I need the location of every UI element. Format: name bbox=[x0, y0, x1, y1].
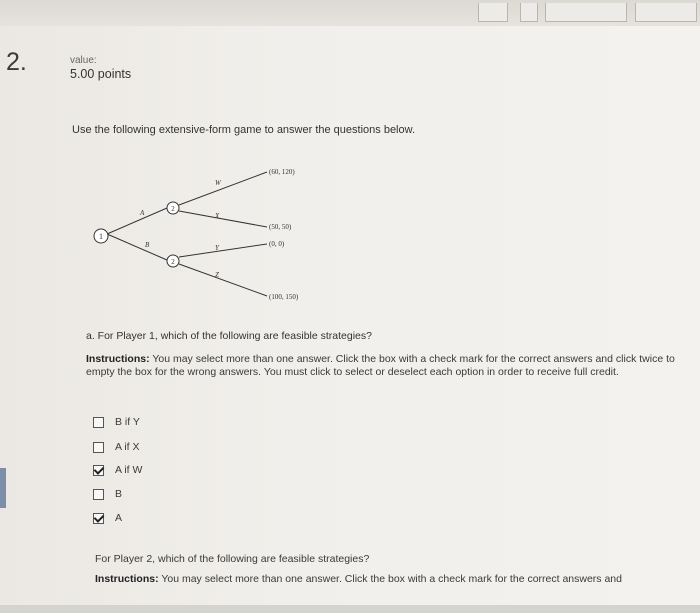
payoff-x: (50, 50) bbox=[269, 223, 292, 231]
toolbar-tab[interactable] bbox=[635, 3, 697, 22]
option-label: A if W bbox=[115, 464, 143, 476]
option-a-if-x[interactable] bbox=[93, 440, 140, 454]
option-b[interactable] bbox=[93, 487, 122, 501]
player2-bottom-node bbox=[167, 255, 179, 267]
player2-top-node bbox=[167, 202, 179, 214]
option-label: B bbox=[115, 488, 123, 500]
checkbox[interactable] bbox=[93, 489, 104, 500]
action-w-label: W bbox=[215, 179, 221, 187]
option-label: B if Y bbox=[115, 416, 140, 428]
payoff-z: (100, 150) bbox=[269, 293, 299, 301]
payoff-w: (60, 120) bbox=[269, 168, 295, 176]
player2-top-node-label: 2 bbox=[171, 205, 175, 213]
left-edge-tab[interactable] bbox=[0, 468, 6, 508]
browser-top-strip bbox=[0, 0, 700, 26]
toolbar-tab[interactable] bbox=[545, 3, 627, 22]
part-a-instructions bbox=[86, 353, 686, 379]
part-a-instructions-text: You may select more than one answer. Click the box with a check mark for the correct answers and click twice to empty the box for the wrong answers. You must click to select or deselect each option in order to receive full credit. bbox=[86, 353, 675, 378]
player2-bottom-node-label: 2 bbox=[171, 258, 175, 266]
option-b-if-y[interactable] bbox=[93, 415, 140, 429]
action-z-label: Z bbox=[215, 271, 219, 279]
question-prompt: Use the following extensive-form game to answer the questions below. bbox=[72, 124, 416, 136]
option-label: A bbox=[115, 512, 123, 524]
option-label: A if X bbox=[115, 441, 140, 453]
question-number: 2. bbox=[6, 48, 27, 76]
action-a-label: A bbox=[140, 209, 145, 217]
game-tree-diagram bbox=[85, 160, 345, 310]
points-value: 5.00 points bbox=[70, 67, 132, 81]
checkbox[interactable] bbox=[93, 417, 104, 428]
action-y-label: Y bbox=[215, 244, 219, 252]
checkbox[interactable] bbox=[93, 465, 104, 476]
part-a-question: a. For Player 1, which of the following are feasible strategies? bbox=[86, 330, 372, 342]
option-a[interactable] bbox=[93, 511, 122, 525]
part-b-instructions-label: Instructions: bbox=[95, 573, 159, 585]
part-b-instructions-text: You may select more than one answer. Click the box with a check mark for the correct answers and bbox=[161, 573, 622, 585]
toolbar-tab[interactable] bbox=[520, 3, 538, 22]
checkbox[interactable] bbox=[93, 442, 104, 453]
action-b-label: B bbox=[145, 241, 150, 249]
option-a-if-w[interactable] bbox=[93, 463, 142, 477]
part-a-instructions-label: Instructions: bbox=[86, 353, 150, 365]
checkbox[interactable] bbox=[93, 513, 104, 524]
player1-node-label: 1 bbox=[99, 232, 103, 241]
bottom-scrollbar[interactable] bbox=[0, 605, 700, 613]
toolbar-tab[interactable] bbox=[478, 3, 508, 22]
value-label: value: bbox=[70, 55, 97, 66]
part-b-instructions bbox=[95, 573, 622, 585]
action-x-label: X bbox=[215, 212, 220, 220]
player1-node bbox=[94, 229, 108, 243]
part-b-question: For Player 2, which of the following are feasible strategies? bbox=[95, 553, 370, 565]
payoff-y: (0, 0) bbox=[269, 240, 285, 248]
